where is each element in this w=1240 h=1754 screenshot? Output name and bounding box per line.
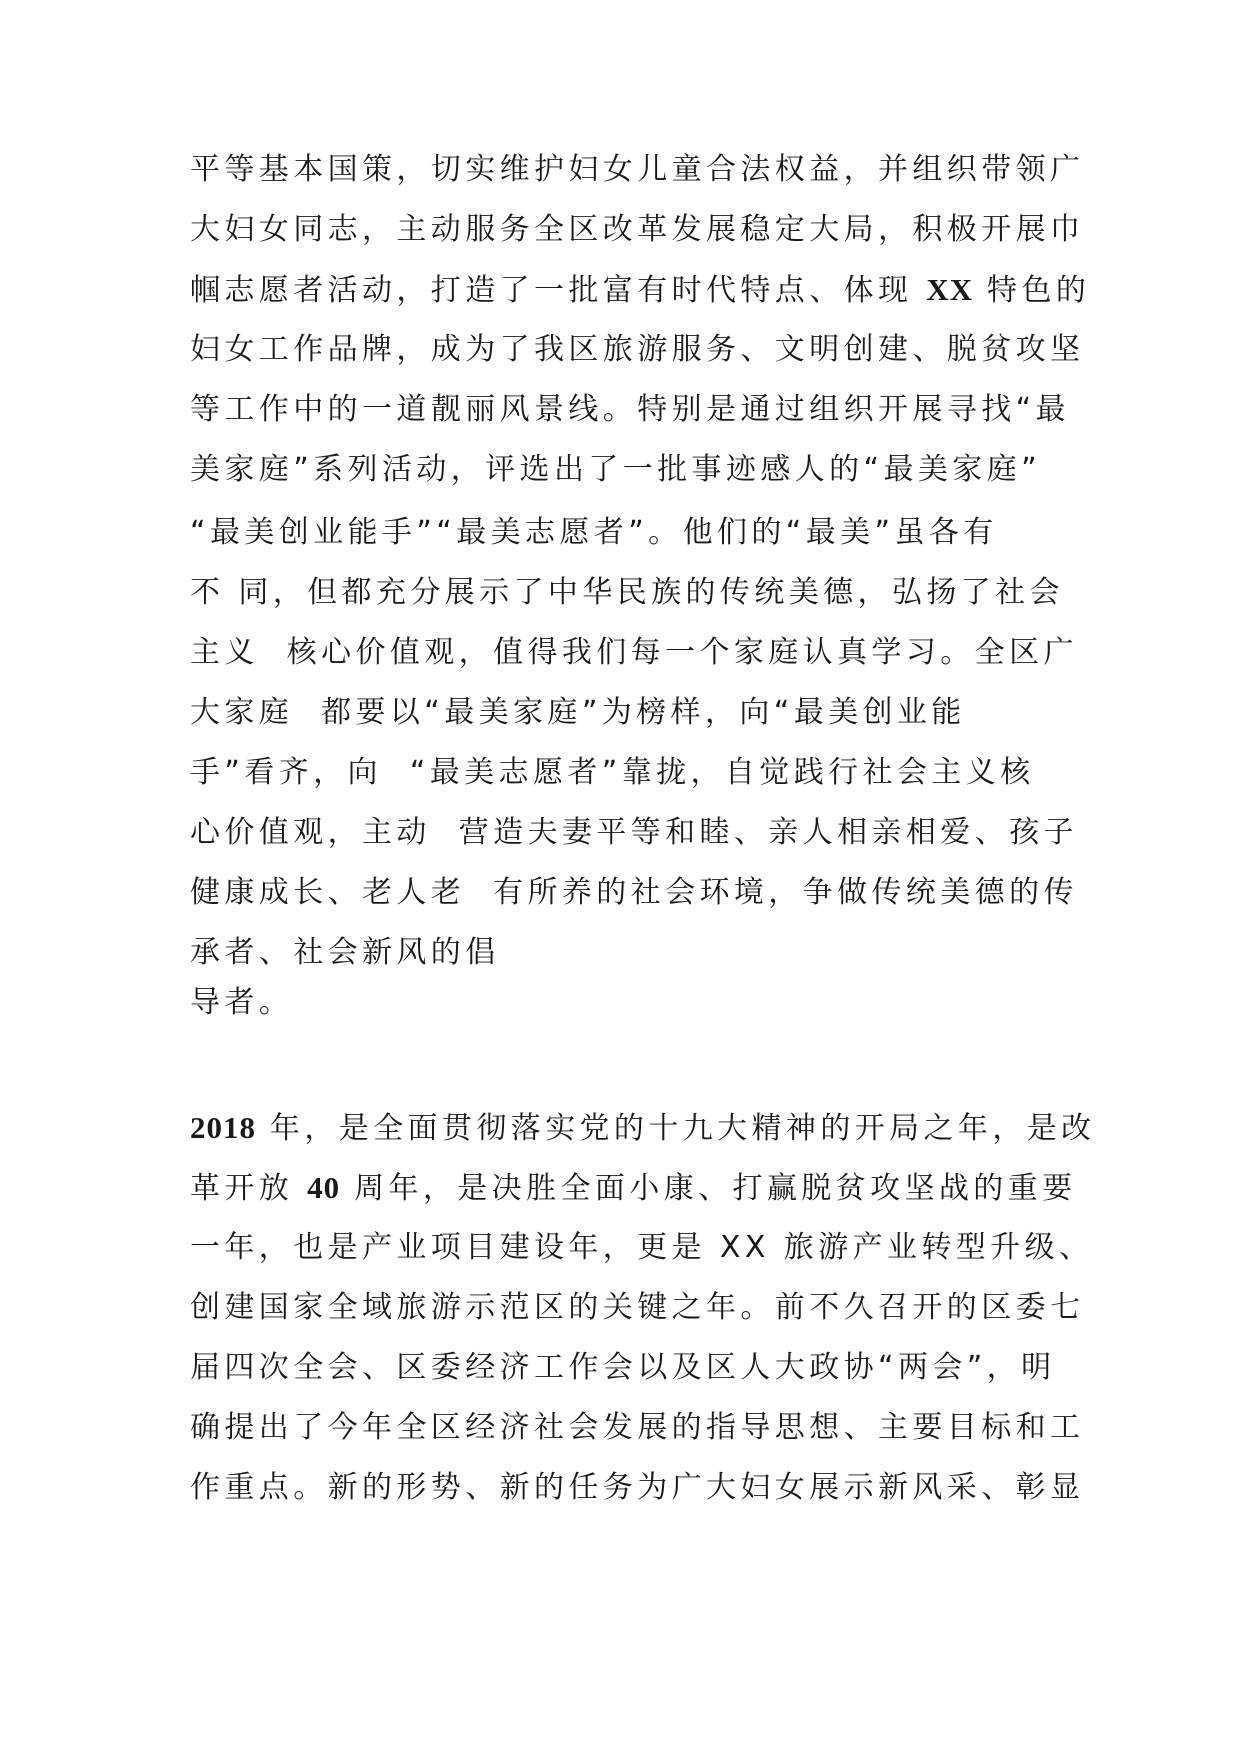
text-run: 革开放 xyxy=(190,1171,308,1206)
text-line xyxy=(190,270,1090,310)
text-line: 一年，也是产业项目建设年，更是 XX 旅游产业转型升级、 xyxy=(190,1230,1094,1265)
text-line: 作重点。新的形势、新的任务为广大妇女展示新风采、彰显 xyxy=(190,1470,1085,1505)
text-line: 健康成长、老人老 有所养的社会环境，争做传统美德的传 xyxy=(190,875,1078,910)
text-line: 手”看齐，向 “最美志愿者”靠拢，自觉践行社会主义核 xyxy=(190,755,1035,790)
text-line: 确提出了今年全区经济社会发展的指导思想、主要目标和工 xyxy=(190,1410,1085,1445)
text-run: 帼志愿者活动，打造了一批富有时代特点、体现 xyxy=(190,273,927,308)
text-line: 平等基本国策，切实维护妇女儿童合法权益，并组织带领广 xyxy=(190,152,1085,187)
text-run-bold: 2018 xyxy=(190,1110,256,1145)
text-line: 不 同，但都充分展示了中华民族的传统美德，弘扬了社会 xyxy=(190,575,1064,610)
text-line: 大家庭 都要以“最美家庭”为榜样，向“最美创业能 xyxy=(190,695,966,730)
text-run: 周年，是决胜全面小康、打赢脱贫攻坚战的重要 xyxy=(340,1171,1077,1206)
text-line xyxy=(190,1108,1096,1148)
text-run-bold: 40 xyxy=(307,1170,341,1205)
text-line: 承者、社会新风的倡 xyxy=(190,935,500,970)
text-run-bold: XX xyxy=(926,272,974,307)
text-line: 等工作中的一道靓丽风景线。特别是通过组织开展寻找“最 xyxy=(190,392,1070,427)
text-line: 心价值观，主动 营造夫妻平等和睦、亲人相亲相爱、孩子 xyxy=(190,815,1078,850)
text-line: 届四次全会、区委经济工作会以及区人大政协“两会”，明 xyxy=(190,1350,1056,1385)
text-line: 妇女工作品牌，成为了我区旅游服务、文明创建、脱贫攻坚 xyxy=(190,332,1085,367)
text-line: 创建国家全域旅游示范区的关键之年。前不久召开的区委七 xyxy=(190,1290,1085,1325)
text-run: 年，是全面贯彻落实党的十九大精神的开局之年，是改 xyxy=(256,1111,1096,1146)
text-line: 导者。 xyxy=(190,985,294,1020)
text-line: 大妇女同志，主动服务全区改革发展稳定大局，积极开展巾 xyxy=(190,212,1085,247)
text-line: 美家庭”系列活动，评选出了一批事迹感人的“最美家庭” xyxy=(190,452,1042,487)
text-line xyxy=(190,1168,1076,1208)
text-line: 主义 核心价值观，值得我们每一个家庭认真学习。全区广 xyxy=(190,635,1078,670)
text-run: 特色的 xyxy=(973,273,1091,308)
text-line: “最美创业能手”“最美志愿者”。他们的“最美”虽各有 xyxy=(190,515,998,550)
